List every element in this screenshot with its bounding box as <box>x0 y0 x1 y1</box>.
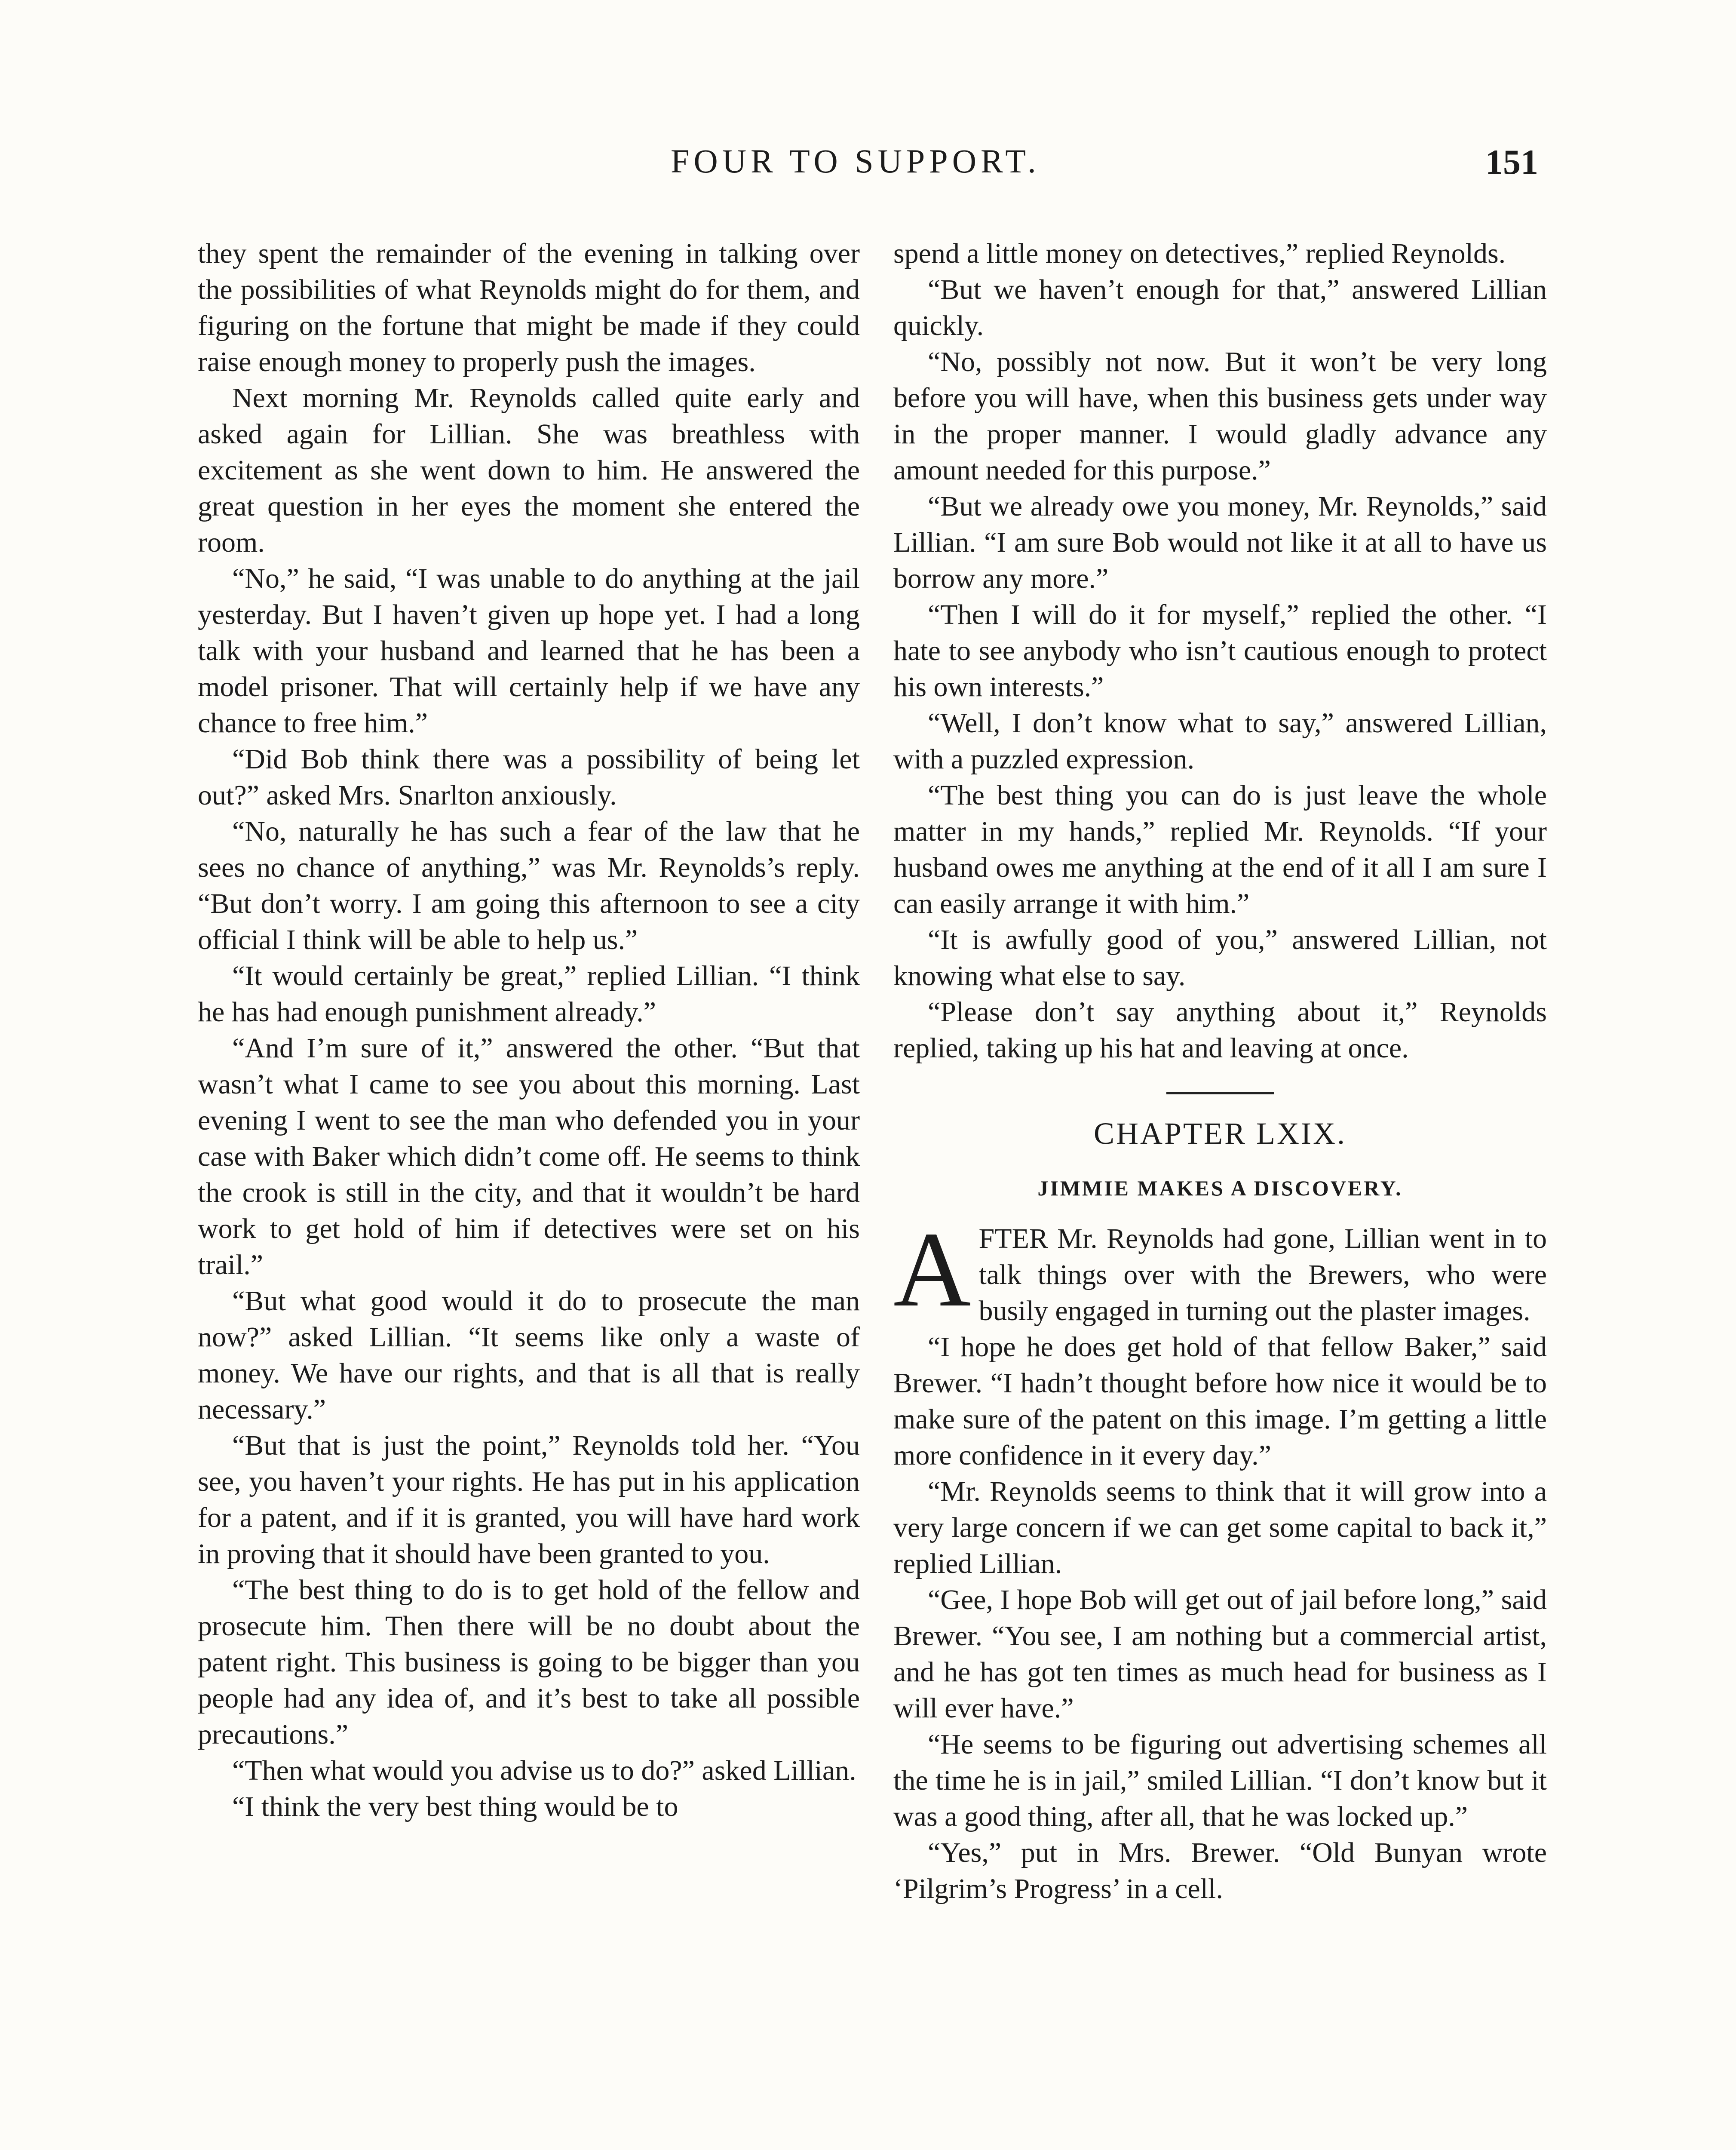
chapter-subtitle: JIMMIE MAKES A DISCOVERY. <box>1037 1176 1403 1200</box>
paragraph: “Well, I don’t know what to say,” answered Lillian, with a puzzled expression. <box>893 707 1547 775</box>
opening-text: FTER Mr. Reynolds had gone, Lillian went in to talk things over with the Brewers, who were busily engaged in turning out the plaster images. <box>978 1223 1547 1327</box>
paragraph: “But we already owe you money, Mr. Reynolds,” said Lillian. “I am sure Bob would not like it at all to have us borrow any more.” <box>893 491 1547 594</box>
paragraph: “But we haven’t enough for that,” answered Lillian quickly. <box>893 274 1547 341</box>
paragraph: “I hope he does get hold of that fellow Baker,” said Brewer. “I hadn’t thought before how nice it would be to make sure of the patent on this image. I’m getting a little more confidence in it every day.” <box>893 1331 1547 1471</box>
paragraph: “Gee, I hope Bob will get out of jail before long,” said Brewer. “You see, I am nothing but a commercial artist, and he has got ten times as much head for business as I will ever have.” <box>893 1584 1547 1724</box>
paragraph: “Please don’t say anything about it,” Reynolds replied, taking up his hat and leaving at once. <box>893 996 1547 1064</box>
paragraph: “No,” he said, “I was unable to do anything at the jail yesterday. But I haven’t given up hope yet. I had a long talk with your husband and learned that he has been a model prisoner. That will certainly help if we have any chance to free him.” <box>198 563 860 739</box>
chapter-opening-paragraph <box>893 1210 1547 1329</box>
paragraph: “It is awfully good of you,” answered Lillian, not knowing what else to say. <box>893 924 1547 992</box>
paragraph: “But that is just the point,” Reynolds told her. “You see, you haven’t your rights. He has put in his application for a patent, and if it is granted, you will have hard work in proving that it should have been granted to you. <box>198 1430 860 1570</box>
paragraph: “But what good would it do to prosecute the man now?” asked Lillian. “It seems like only a waste of money. We have our rights, and that is all that is really necessary.” <box>198 1285 860 1425</box>
paragraph: Next morning Mr. Reynolds called quite early and asked again for Lillian. She was breathless with excitement as she went down to him. He answered the great question in her eyes the moment she entered the room. <box>198 382 860 558</box>
section-divider <box>1166 1092 1274 1094</box>
paragraph: “No, naturally he has such a fear of the law that he sees no chance of anything,” was Mr. Reynolds’s reply. “But don’t worry. I am going this afternoon to see a city official I think will be able to help us.” <box>198 816 860 955</box>
paragraph: “The best thing to do is to get hold of the fellow and prosecute him. Then there will be no doubt about the patent right. This business is going to be bigger than you people had any idea of, and it’s best to take all possible precautions.” <box>198 1574 860 1750</box>
paragraph: “Then what would you advise us to do?” asked Lillian. <box>232 1755 856 1786</box>
left-column <box>198 236 860 1825</box>
paragraph: they spent the remainder of the evening in talking over the possibilities of what Reynolds might do for them, and figuring on the fortune that might be made if they could raise enough money to properly push the images. <box>198 238 860 378</box>
running-head <box>0 142 1736 194</box>
drop-cap: A <box>893 1210 971 1329</box>
paragraph: “And I’m sure of it,” answered the other. “But that wasn’t what I came to see you about this morning. Last evening I went to see the man who defended you in your case with Baker which didn’t come off. He seems to think the crook is still in the city, and that it wouldn’t be hard work to get hold of him if detectives were set on his trail.” <box>198 1032 860 1281</box>
chapter-title: CHAPTER LXIX. <box>1094 1116 1346 1151</box>
right-column <box>893 236 1547 1907</box>
paragraph: “Did Bob think there was a possibility of being let out?” asked Mrs. Snarlton anxiously. <box>198 743 860 811</box>
paragraph: “Then I will do it for myself,” replied the other. “I hate to see anybody who isn’t cautious enough to protect his own interests.” <box>893 599 1547 703</box>
paragraph: “Yes,” put in Mrs. Brewer. “Old Bunyan wrote ‘Pilgrim’s Progress’ in a cell. <box>893 1837 1547 1904</box>
paragraph: “The best thing you can do is just leave the whole matter in my hands,” replied Mr. Reynolds. “If your husband owes me anything at the end of it all I am sure I can easily arrange it with him.” <box>893 780 1547 919</box>
running-title: FOUR TO SUPPORT. <box>671 142 1040 180</box>
paragraph: “I think the very best thing would be to <box>232 1791 678 1822</box>
paragraph: “It would certainly be great,” replied Lillian. “I think he has had enough punishment already.” <box>198 960 860 1028</box>
paragraph: spend a little money on detectives,” replied Reynolds. <box>893 238 1506 269</box>
page-number: 151 <box>1485 142 1538 181</box>
paragraph: “He seems to be figuring out advertising schemes all the time he is in jail,” smiled Lillian. “I don’t know but it was a good thing, after all, that he was locked up.” <box>893 1729 1547 1832</box>
paragraph: “Mr. Reynolds seems to think that it will grow into a very large concern if we can get some capital to back it,” replied Lillian. <box>893 1476 1547 1579</box>
paragraph: “No, possibly not now. But it won’t be very long before you will have, when this business gets under way in the proper manner. I would gladly advance any amount needed for this purpose.” <box>893 346 1547 486</box>
